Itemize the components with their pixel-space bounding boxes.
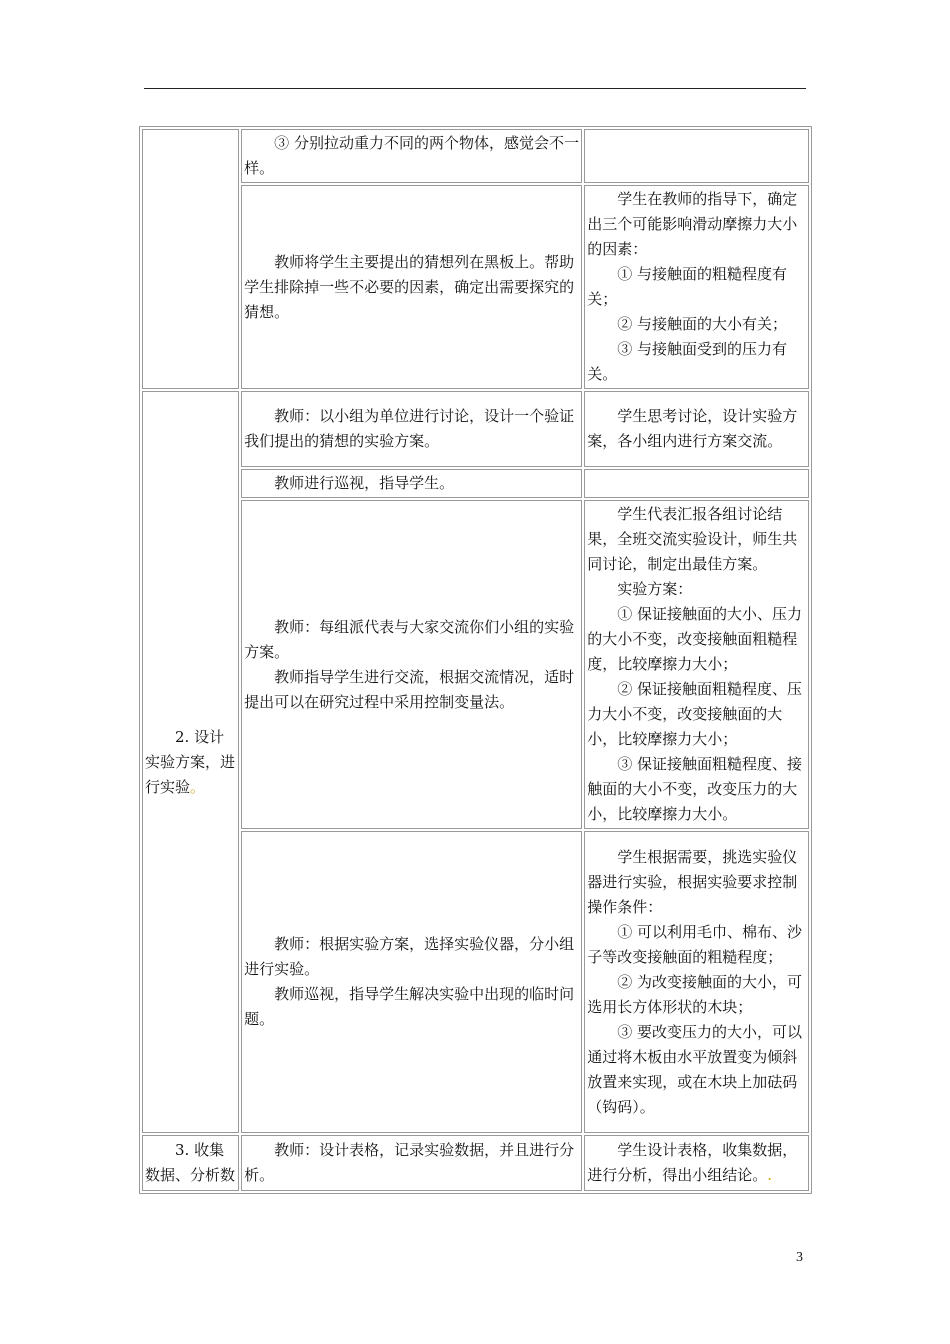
stage-cell <box>142 129 239 389</box>
header-rule <box>144 88 806 89</box>
student-cell: 学生在教师的指导下，确定出三个可能影响滑动摩擦力大小的因素： ① 与接触面的粗糙程度有关； ② 与接触面的大小有关； ③ 与接触面受到的压力有关。 <box>584 185 809 389</box>
stage-label: 3. 收集数据、分析数 <box>145 1141 236 1184</box>
page-number: 3 <box>796 1250 803 1265</box>
stage-cell <box>142 391 239 1133</box>
student-cell: 学生根据需要，挑选实验仪器进行实验，根据实验要求控制操作条件： ① 可以利用毛巾、棉布、沙子等改变接触面的粗糙程度； ② 为改变接触面的大小，可选用长方体形状的木块； ③ 要改变压力的大小，可以通过将木板由水平放置变为倾斜放置来实现，或在木块上加砝码（钩码）。 <box>584 831 809 1133</box>
teacher-cell: 教师将学生主要提出的猜想列在黑板上。帮助学生排除掉一些不必要的因素，确定出需要探究的猜想。 <box>241 185 582 389</box>
table-row <box>142 500 809 829</box>
student-cell: 学生设计表格，收集数据，进行分析，得出小组结论。. <box>584 1135 809 1191</box>
teacher-cell: 教师：设计表格，记录实验数据，并且进行分析。 <box>241 1135 582 1191</box>
table-row <box>142 391 809 467</box>
teacher-cell: 教师：根据实验方案，选择实验仪器，分小组进行实验。 教师巡视，指导学生解决实验中出现的临时问题。 <box>241 831 582 1133</box>
table-row <box>142 469 809 498</box>
trailing-mark: 。 <box>190 777 206 796</box>
table-row <box>142 831 809 1133</box>
trailing-mark: . <box>767 1166 773 1184</box>
stage-label: 2. 设计实验方案，进行实验 <box>145 727 236 796</box>
teacher-cell: 教师：以小组为单位进行讨论，设计一个验证我们提出的猜想的实验方案。 <box>241 391 582 467</box>
table-row <box>142 1135 809 1191</box>
table-row <box>142 129 809 183</box>
student-cell: 学生思考讨论，设计实验方案，各小组内进行方案交流。 <box>584 391 809 467</box>
student-cell <box>584 469 809 498</box>
table-row <box>142 185 809 389</box>
student-cell: 学生代表汇报各组讨论结果，全班交流实验设计，师生共同讨论，制定出最佳方案。 实验方案： ① 保证接触面的大小、压力的大小不变，改变接触面粗糙程度，比较摩擦力大小； ② 保证接触面粗糙程度、压力大小不变，改变接触面的大小，比较摩擦力大小； ③ 保证接触面粗糙程度、接触面的大小不变，改变压力的大小，比较摩擦力大小。 <box>584 500 809 829</box>
teacher-cell: 教师：每组派代表与大家交流你们小组的实验方案。 教师指导学生进行交流，根据交流情况，适时提出可以在研究过程中采用控制变量法。 <box>241 500 582 829</box>
student-cell <box>584 129 809 183</box>
lesson-table <box>139 126 812 1194</box>
stage-cell <box>142 1135 239 1191</box>
teacher-cell: 教师进行巡视，指导学生。 <box>241 469 582 498</box>
teacher-cell: ③ 分别拉动重力不同的两个物体，感觉会不一样。 <box>241 129 582 183</box>
